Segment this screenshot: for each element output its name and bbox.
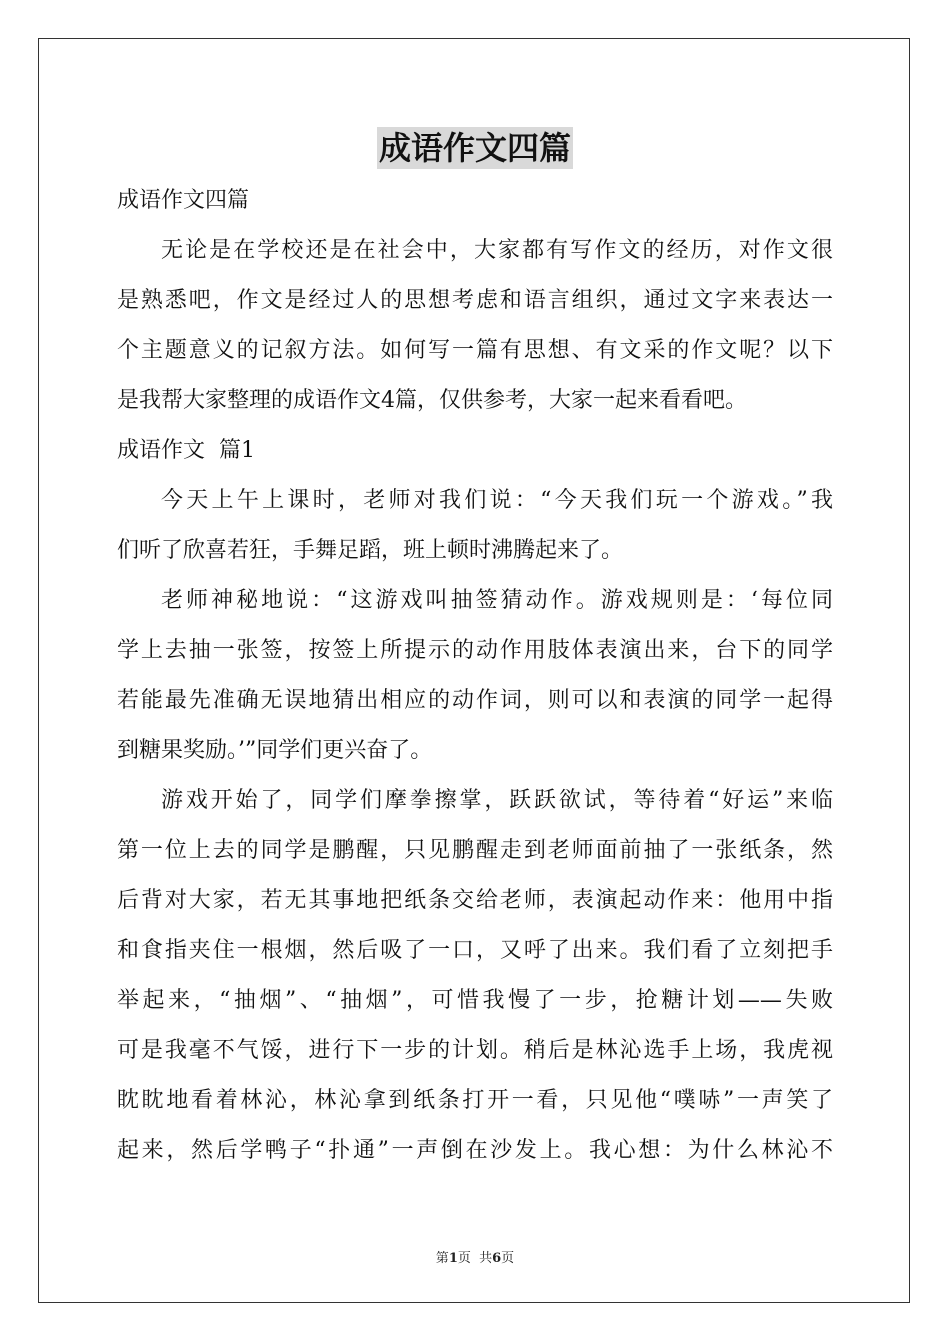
document-body <box>117 176 833 1176</box>
paragraph-line: 第一位上去的同学是鹏醒，只见鹏醒走到老师面前抽了一张纸条，然 <box>117 838 833 863</box>
footer-page-total: 6 <box>492 1251 502 1266</box>
footer-page-prefix: 第 <box>435 1251 449 1266</box>
intro-line: 个主题意义的记叙方法。如何写一篇有思想、有文采的作文呢？以下 <box>117 338 833 363</box>
paragraph-line: 游戏开始了，同学们摩拳擦掌，跃跃欲试，等待着“好运”来临 <box>161 788 833 813</box>
footer-page-mid: 页 共 <box>457 1251 493 1266</box>
intro-line: 无论是在学校还是在社会中，大家都有写作文的经历，对作文很 <box>161 238 833 263</box>
paragraph-line: 老师神秘地说：“这游戏叫抽签猜动作。游戏规则是：‘每位同 <box>161 588 833 613</box>
intro-line: 是熟悉吧，作文是经过人的思想考虑和语言组织，通过文字来表达一 <box>117 288 833 313</box>
paragraph-line: 举起来，“抽烟”、“抽烟”，可惜我慢了一步，抢糖计划——失败 <box>117 988 833 1013</box>
paragraph-line: 和食指夹住一根烟，然后吸了一口，又呼了出来。我们看了立刻把手 <box>117 938 833 963</box>
paragraph-line: 可是我毫不气馁，进行下一步的计划。稍后是林沁选手上场，我虎视 <box>117 1038 833 1063</box>
footer-page-suffix: 页 <box>501 1251 515 1266</box>
paragraph-line: 学上去抽一张签，按签上所提示的动作用肢体表演出来，台下的同学 <box>117 638 833 663</box>
intro-line: 是我帮大家整理的成语作文4篇，仅供参考，大家一起来看看吧。 <box>117 388 747 413</box>
page-footer <box>0 1247 950 1266</box>
paragraph-line: 今天上午上课时，老师对我们说：“今天我们玩一个游戏。”我 <box>161 488 833 513</box>
paragraph-line: 们听了欣喜若狂，手舞足蹈，班上顿时沸腾起来了。 <box>117 538 624 563</box>
section-heading: 成语作文 篇1 <box>117 438 255 463</box>
paragraph-line: 若能最先准确无误地猜出相应的动作词，则可以和表演的同学一起得 <box>117 688 833 713</box>
document-subtitle: 成语作文四篇 <box>117 188 250 213</box>
footer-page-current: 1 <box>448 1251 458 1266</box>
title-container <box>0 127 950 169</box>
paragraph-line: 到糖果奖励。’”同学们更兴奋了。 <box>117 738 433 763</box>
paragraph-line: 眈眈地看着林沁，林沁拿到纸条打开一看，只见他“噗哧”一声笑了 <box>117 1088 833 1113</box>
paragraph-line: 起来，然后学鸭子“扑通”一声倒在沙发上。我心想：为什么林沁不 <box>117 1138 833 1163</box>
document-title: 成语作文四篇 <box>378 129 571 167</box>
paragraph-line: 后背对大家，若无其事地把纸条交给老师，表演起动作来：他用中指 <box>117 888 833 913</box>
